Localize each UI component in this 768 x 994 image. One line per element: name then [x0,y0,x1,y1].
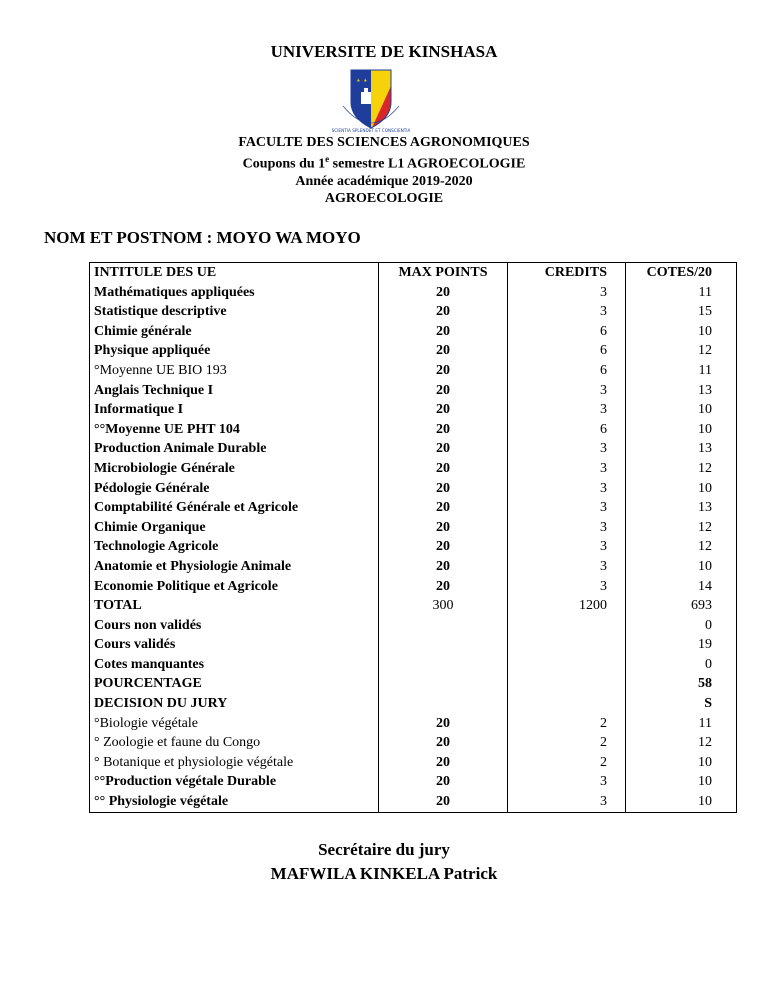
cotes-cell: 13 [626,439,737,459]
max-points-cell: 20 [379,341,508,361]
credits-cell: 1200 [508,596,626,616]
ue-cell: TOTAL [90,596,379,616]
cotes-cell: 10 [626,557,737,577]
cotes-cell: 10 [626,753,737,773]
table-row [90,577,737,597]
cotes-cell: 11 [626,361,737,381]
ue-cell: INTITULE DES UE [90,263,379,283]
ue-cell: °°Moyenne UE PHT 104 [90,420,379,440]
max-points-cell [379,655,508,675]
max-points-cell: 20 [379,479,508,499]
academic-year: Année académique 2019-2020 [295,173,473,189]
jury-secretary-name: MAFWILA KINKELA Patrick [270,864,498,883]
credits-cell: 3 [508,283,626,303]
table-row [90,537,737,557]
cotes-cell: 693 [626,596,737,616]
max-points-cell: 20 [379,518,508,538]
cotes-cell: 11 [626,714,737,734]
ue-cell: ° Zoologie et faune du Congo [90,733,379,753]
credits-cell [508,694,626,714]
credits-cell: 6 [508,341,626,361]
table-row [90,479,737,499]
jury-secretary-title: Secrétaire du jury [318,840,450,859]
max-points-cell [379,635,508,655]
cotes-cell: 0 [626,616,737,636]
credits-cell: CREDITS [508,263,626,283]
max-points-cell: 20 [379,381,508,401]
cotes-cell: 15 [626,302,737,322]
ue-cell: Anglais Technique I [90,381,379,401]
ue-cell: Chimie générale [90,322,379,342]
ue-cell: Technologie Agricole [90,537,379,557]
cotes-cell: 10 [626,400,737,420]
max-points-cell: 20 [379,498,508,518]
table-row [90,381,737,401]
max-points-cell: 20 [379,733,508,753]
ue-cell: Pédologie Générale [90,479,379,499]
table-row [90,753,737,773]
table-row [90,518,737,538]
table-row [90,341,737,361]
credits-cell: 3 [508,302,626,322]
max-points-cell [379,694,508,714]
table-row [90,302,737,322]
cotes-cell: 58 [626,674,737,694]
cotes-cell: 13 [626,498,737,518]
cotes-cell: 10 [626,792,737,812]
table-row [90,694,737,714]
ue-cell: DECISION DU JURY [90,694,379,714]
university-title: UNIVERSITE DE KINSHASA [270,42,498,61]
credits-cell: 2 [508,753,626,773]
table-row [90,616,737,636]
cotes-cell: 12 [626,341,737,361]
table-header-row [90,263,737,283]
max-points-cell: 20 [379,302,508,322]
ue-cell: Cotes manquantes [90,655,379,675]
table-row [90,714,737,734]
faculty-title: FACULTE DES SCIENCES AGRONOMIQUES [238,135,530,150]
max-points-cell: 20 [379,792,508,812]
max-points-cell: 20 [379,322,508,342]
credits-cell: 3 [508,479,626,499]
document-header [0,134,768,207]
table-row [90,635,737,655]
ue-cell: °Moyenne UE BIO 193 [90,361,379,381]
table-row [90,322,737,342]
cotes-cell: 19 [626,635,737,655]
coupons-suffix: semestre L1 AGROECOLOGIE [329,156,526,172]
cotes-cell: 11 [626,283,737,303]
cotes-cell: 12 [626,537,737,557]
university-crest-icon [331,66,411,138]
max-points-cell [379,674,508,694]
table-row [90,733,737,753]
grades-table [89,262,737,813]
ue-cell: Microbiologie Générale [90,459,379,479]
ue-cell: Economie Politique et Agricole [90,577,379,597]
ue-cell: ° Botanique et physiologie végétale [90,753,379,773]
cotes-cell: 10 [626,420,737,440]
max-points-cell: 300 [379,596,508,616]
ue-cell: Comptabilité Générale et Agricole [90,498,379,518]
max-points-cell: 20 [379,420,508,440]
program-name: AGROECOLOGIE [324,190,444,206]
ue-cell: Statistique descriptive [90,302,379,322]
credits-cell: 3 [508,381,626,401]
credits-cell: 2 [508,733,626,753]
table-row [90,596,737,616]
crest-motto: SCIENTIA SPLENDET ET CONSCIENTIA [331,128,411,133]
credits-cell: 3 [508,459,626,479]
table-row [90,772,737,792]
cotes-cell: 0 [626,655,737,675]
credits-cell: 3 [508,537,626,557]
max-points-cell: 20 [379,400,508,420]
ue-cell: Anatomie et Physiologie Animale [90,557,379,577]
coupons-prefix: Coupons du 1 [242,156,326,172]
max-points-cell: 20 [379,753,508,773]
ue-cell: POURCENTAGE [90,674,379,694]
ue-cell: Production Animale Durable [90,439,379,459]
table-row [90,655,737,675]
credits-cell: 3 [508,557,626,577]
table-row [90,498,737,518]
table-row [90,459,737,479]
max-points-cell: 20 [379,714,508,734]
ue-cell: Mathématiques appliquées [90,283,379,303]
max-points-cell: 20 [379,439,508,459]
credits-cell: 3 [508,400,626,420]
max-points-cell: 20 [379,772,508,792]
table-row [90,792,737,812]
max-points-cell: 20 [379,577,508,597]
max-points-cell [379,616,508,636]
credits-cell: 3 [508,498,626,518]
ue-cell: Cours validés [90,635,379,655]
ue-cell: °Biologie végétale [90,714,379,734]
credits-cell: 3 [508,518,626,538]
ordinal-suffix: e [325,154,330,164]
max-points-cell: 20 [379,537,508,557]
semester-line [0,151,768,173]
table-row [90,674,737,694]
credits-cell [508,674,626,694]
cotes-cell: 12 [626,733,737,753]
max-points-cell: 20 [379,557,508,577]
cotes-cell: 12 [626,518,737,538]
cotes-cell: 10 [626,479,737,499]
table-row [90,557,737,577]
cotes-cell: 13 [626,381,737,401]
credits-cell: 3 [508,577,626,597]
grades-table-body [90,263,737,813]
student-name: NOM ET POSTNOM : MOYO WA MOYO [44,228,361,247]
credits-cell: 6 [508,322,626,342]
cotes-cell: COTES/20 [626,263,737,283]
credits-cell: 3 [508,792,626,812]
signature-block [0,838,768,886]
cotes-cell: S [626,694,737,714]
ue-cell: °°Production végétale Durable [90,772,379,792]
credits-cell [508,616,626,636]
credits-cell [508,635,626,655]
table-row [90,361,737,381]
cotes-cell: 12 [626,459,737,479]
max-points-cell: 20 [379,459,508,479]
credits-cell: 3 [508,439,626,459]
credits-cell: 6 [508,420,626,440]
ue-cell: Physique appliquée [90,341,379,361]
max-points-cell: MAX POINTS [379,263,508,283]
table-row [90,283,737,303]
credits-cell: 3 [508,772,626,792]
cotes-cell: 10 [626,322,737,342]
credits-cell [508,655,626,675]
ue-cell: Informatique I [90,400,379,420]
credits-cell: 6 [508,361,626,381]
ue-cell: °° Physiologie végétale [90,792,379,812]
cotes-cell: 10 [626,772,737,792]
cotes-cell: 14 [626,577,737,597]
table-row [90,420,737,440]
credits-cell: 2 [508,714,626,734]
max-points-cell: 20 [379,283,508,303]
max-points-cell: 20 [379,361,508,381]
table-row [90,400,737,420]
table-row [90,439,737,459]
ue-cell: Cours non validés [90,616,379,636]
ue-cell: Chimie Organique [90,518,379,538]
